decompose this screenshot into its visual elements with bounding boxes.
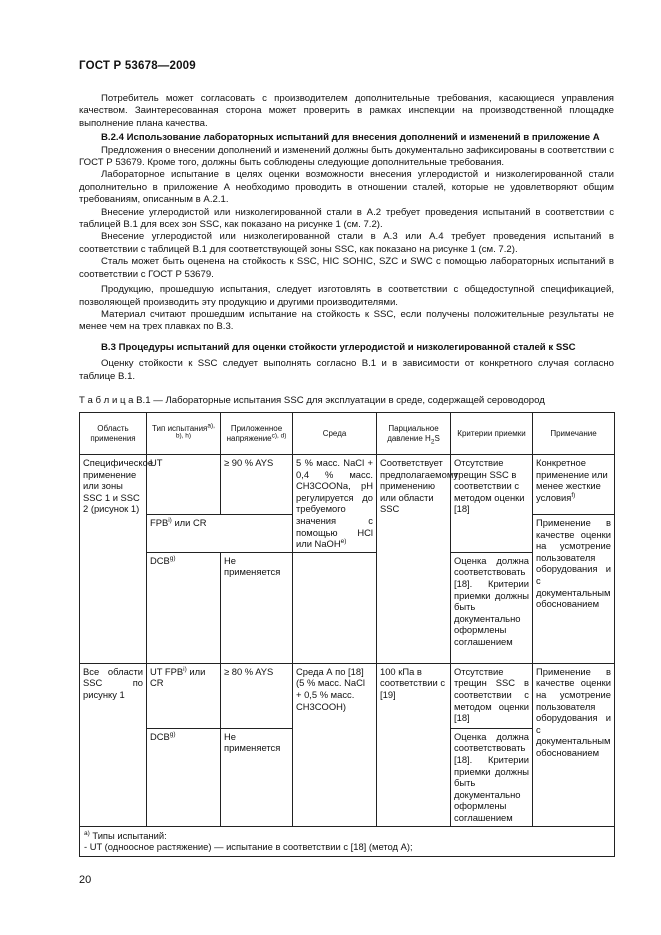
- footnote-test-types: [80, 826, 615, 856]
- cell-stress-ut: ≥ 90 % AYS: [221, 455, 293, 515]
- cell-pressure-2: 100 кПа в соответствии с [19]: [377, 663, 451, 826]
- cell-note-2: Применение в качестве оценки на усмотрение пользователя оборудования и с документальным обоснованием: [533, 663, 615, 826]
- cell-environment-empty: [293, 552, 377, 663]
- paragraph-resistance: Сталь может быть оценена на стойкость к SSC, HIC SOHIC, SZC и SWC с помощью лабораторных испытаний в соответствии с ГОСТ Р 53679.: [79, 256, 614, 280]
- cell-test-ut: UT: [147, 455, 221, 515]
- cell-environment-1: 5 % масс. NaCl + 0,4 % масс. CH3COONa, pH регулируется до требуемого значения с помощью HCl или NaOH$^{е)}$: [293, 455, 377, 553]
- cell-area-all: Все области SSC по рисунку 1: [80, 663, 147, 826]
- ssc-test-table: [79, 412, 615, 857]
- table-caption: Т а б л и ц а В.1 — Лабораторные испытания SSC для эксплуатации в среде, содержащей сероводород: [79, 394, 545, 406]
- cell-environment-2: Среда А по [18] (5 % масс. NaCl + 0,5 % масс. CH3COOH): [293, 663, 377, 826]
- cell-stress-dcb-2: Не применяется: [221, 728, 293, 826]
- document-header: ГОСТ Р 53678—2009: [79, 60, 196, 72]
- header-criteria: Критерии приемки: [451, 413, 533, 455]
- document-body: [79, 93, 614, 407]
- table-row: [80, 455, 615, 515]
- section-heading-b3: В.3 Процедуры испытаний для оценки стойкости углеродистой и низколегированной сталей к SSC: [101, 341, 576, 353]
- cell-criteria-dcb-2: Оценка должна соответствовать [18]. Критерии приемки должны быть документально оформлены соглашением: [451, 728, 533, 826]
- cell-note-dcb-1: Применение в качестве оценки на усмотрение пользователя оборудования и с документальным обоснованием: [533, 515, 615, 664]
- table-footnotes: [80, 826, 615, 856]
- header-area: Область применения: [80, 413, 147, 455]
- header-environment: Среда: [293, 413, 377, 455]
- paragraph-quality: Потребитель может согласовать с производителем дополнительные требования, касающиеся управления качеством. Заинтересованная сторона может проверить в рамках инспекции на производственной площадке выполнение плана качества.: [79, 93, 614, 129]
- header-test-type: Тип испытания$^{а), b), h)}$: [147, 413, 221, 455]
- cell-criteria-2: Отсутствие трещин SSC в соответствии с методом оценки [18]: [451, 663, 533, 728]
- cell-test-dcb-2: DCB$^{g)}$: [147, 728, 221, 826]
- cell-criteria-ut: Отсутствие трещин SSC в соответствии с методом оценки [18]: [451, 455, 533, 553]
- cell-test-dcb-1: DCB$^{g)}$: [147, 552, 221, 663]
- page-number: 20: [79, 874, 92, 886]
- cell-area-specific: Специфическое применение или зоны SSC 1 и SSC 2 (рисунок 1): [80, 455, 147, 664]
- paragraph-a3-a4: Внесение углеродистой или низколегированной стали в А.3 или А.4 требует проведения испытаний в соответствии с таблицей В.1 для соответствующей зоны SSC, как показано на рисунке 1 (см. 7.2).: [79, 231, 614, 255]
- header-pressure: Парциальное давление $H_2S$: [377, 413, 451, 455]
- paragraph-lab-test: Лабораторное испытание в целях оценки возможности внесения углеродистой и низколегированной стали дополнительно в приложение А необходимо проводить в отношении сталей, которые не удовлетворяют общим требованиям, описанным в А.2.1.: [79, 169, 614, 206]
- cell-pressure-1: Соответствует предполагаемому применению или области SSC: [377, 455, 451, 664]
- table-row: [80, 663, 615, 728]
- cell-stress-80: ≥ 80 % AYS: [221, 663, 293, 728]
- cell-note-ut: Конкретное применение или менее жесткие условия$^{f)}$: [533, 455, 615, 515]
- cell-test-ut-fpb: UT FPB$^{i)}$ или CR: [147, 663, 221, 728]
- paragraph-products: Продукцию, прошедшую испытания, следует изготовлять в соответствии с общедоступной спецификацией, позволяющей производить эту продукцию и другими производителями.: [79, 284, 614, 308]
- cell-stress-dcb-1: Не применяется: [221, 552, 293, 663]
- header-stress: Приложенное напряжение$^{с), d)}$: [221, 413, 293, 455]
- cell-criteria-dcb-1: Оценка должна соответствовать [18]. Критерии приемки должны быть документально оформлены соглашением: [451, 552, 533, 663]
- footnote-ut: - UT (одноосное растяжение) — испытание в соответствии с [18] (метод А);: [84, 841, 413, 853]
- paragraph-proposals: Предложения о внесении дополнений и изменений должны быть документально зафиксированы в соответствии с ГОСТ Р 53679. Кроме того, должны быть соблюдены следующие дополнительные требования.: [79, 144, 614, 169]
- header-note: Примечание: [533, 413, 615, 455]
- section-heading-b24: В.2.4 Использование лабораторных испытаний для внесения дополнений и изменений в приложение А: [101, 132, 600, 144]
- paragraph-material: Материал считают прошедшим испытание на стойкость к SSC, если получены положительные результаты не менее чем на трех плавках по В.3.: [79, 308, 614, 333]
- footnote-title: $^{а)}$ Типы испытаний:: [84, 829, 167, 841]
- paragraph-assessment: Оценку стойкости к SSC следует выполнять согласно В.1 и в зависимости от конкретного случая согласно таблице В.1.: [79, 358, 614, 382]
- cell-test-fpb: FPB$^{i)}$ или CR: [147, 515, 293, 553]
- paragraph-a2: Внесение углеродистой или низколегированной стали в А.2 требует проведения испытаний в соответствии с таблицей В.1 для всех зон SSC, как показано на рисунке 1 (см. 7.2).: [79, 206, 614, 231]
- table-header-row: [80, 413, 615, 455]
